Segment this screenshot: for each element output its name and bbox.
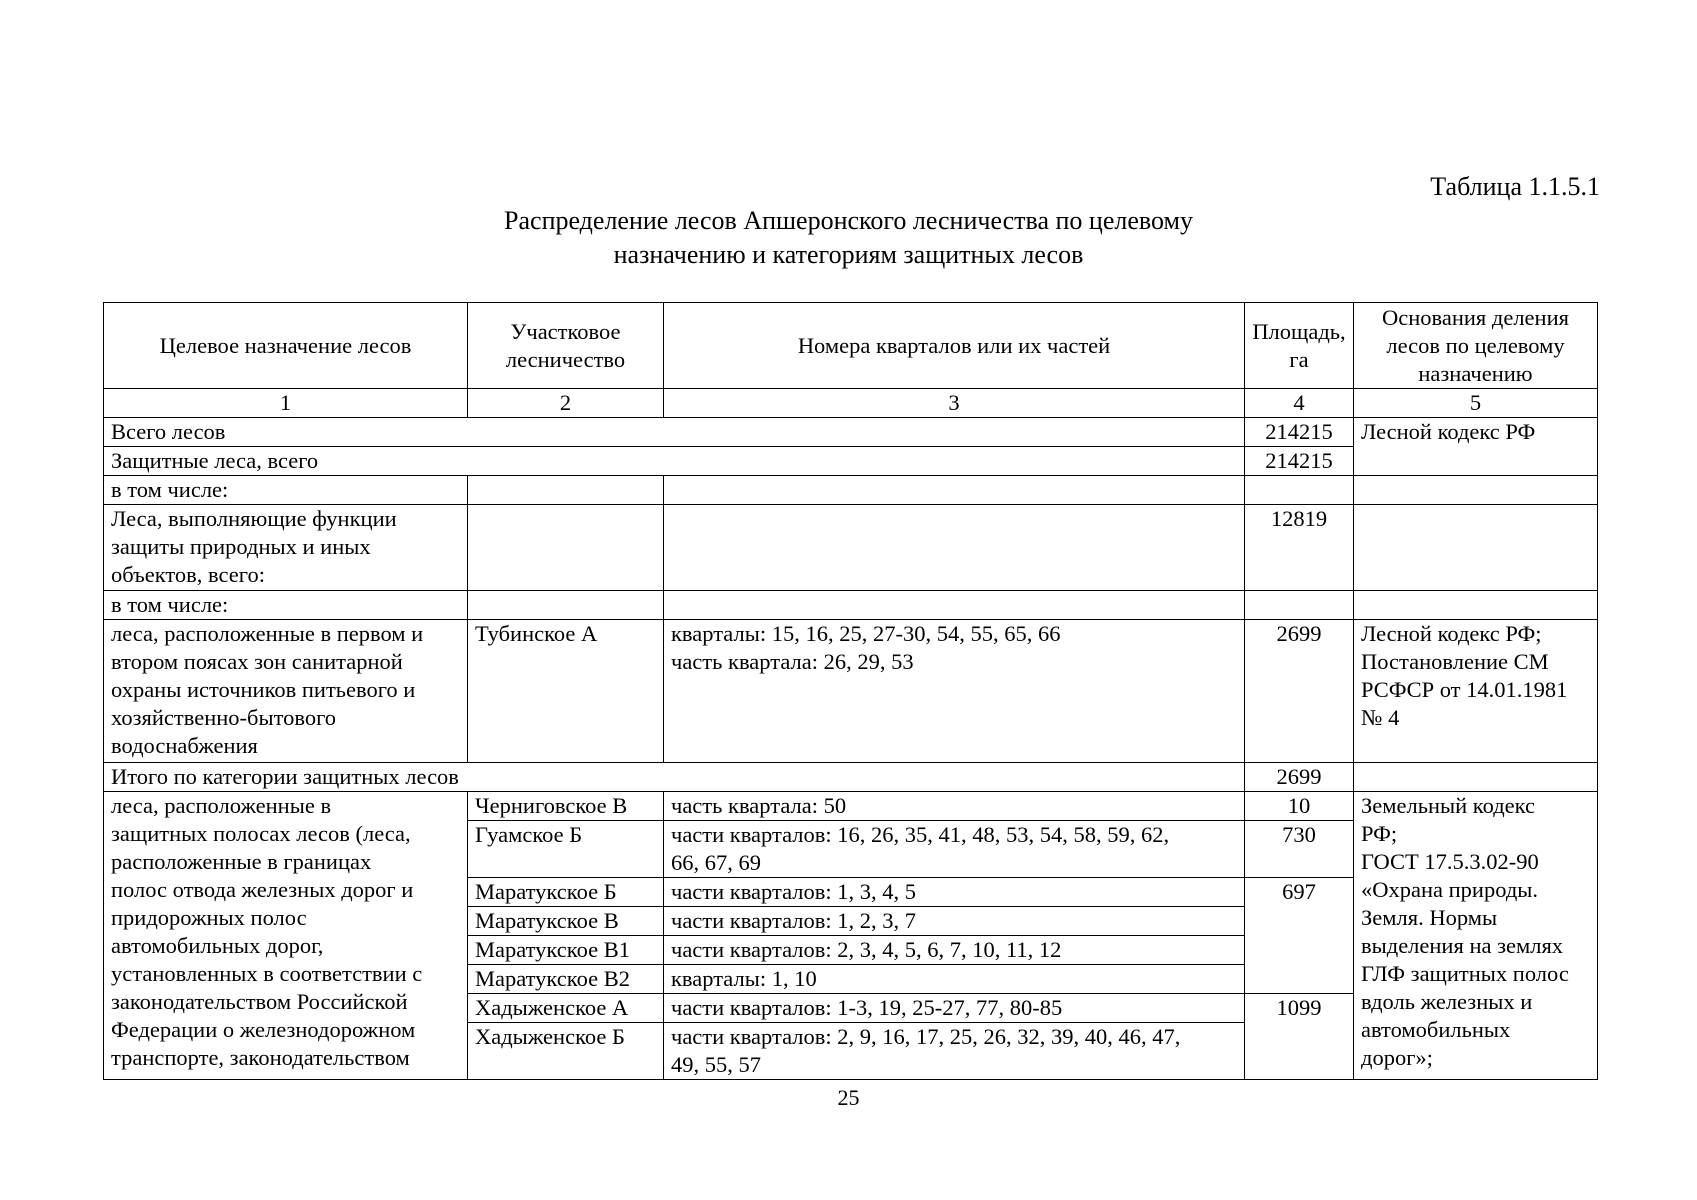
- row-forestry: Маратукское В: [468, 907, 664, 936]
- category-total-row: [104, 763, 1598, 792]
- row-quarters: [664, 591, 1245, 620]
- page-number: 25: [837, 1085, 860, 1110]
- row-basis-line: ГЛФ защитных полос: [1361, 961, 1569, 986]
- row-quarters-line: 49, 55, 57: [671, 1052, 761, 1077]
- row-forestry: Маратукское В1: [468, 936, 664, 965]
- column-number: 3: [664, 389, 1245, 418]
- row-label: [104, 505, 468, 591]
- header-basis-line: Основания деления: [1382, 304, 1569, 330]
- row-forestry: Тубинское А: [468, 620, 664, 763]
- row-label: Итого по категории защитных лесов: [104, 763, 1245, 792]
- row-basis-line: РСФСР от 14.01.1981: [1361, 677, 1568, 702]
- row-forestry: Черниговское В: [468, 792, 664, 821]
- row-basis-line: РФ;: [1361, 821, 1398, 846]
- row-basis: [1354, 620, 1598, 763]
- row-label-line: объектов, всего:: [111, 562, 265, 587]
- row-area: 697: [1245, 878, 1354, 994]
- row-quarters: [664, 1023, 1245, 1080]
- title-line: Распределение лесов Апшеронского лесничества по целевому: [504, 206, 1193, 235]
- table-row: [104, 418, 1598, 447]
- row-quarters: части кварталов: 1, 2, 3, 7: [664, 907, 1245, 936]
- table-title: [0, 204, 1697, 272]
- row-label-line: охраны источников питьевого и: [111, 677, 416, 702]
- row-label-line: водоснабжения: [111, 733, 258, 758]
- row-quarters: [664, 476, 1245, 505]
- row-forestry: Хадыженское Б: [468, 1023, 664, 1080]
- row-area: [1245, 591, 1354, 620]
- header-purpose: Целевое назначение лесов: [104, 303, 468, 389]
- row-area: 1099: [1245, 994, 1354, 1080]
- header-quarters: Номера кварталов или их частей: [664, 303, 1245, 389]
- row-forestry: [468, 505, 664, 591]
- row-basis: [1354, 591, 1598, 620]
- row-label: [104, 792, 468, 1080]
- row-quarters: части кварталов: 2, 3, 4, 5, 6, 7, 10, 11, 12: [664, 936, 1245, 965]
- row-quarters: части кварталов: 1-3, 19, 25-27, 77, 80-85: [664, 994, 1245, 1023]
- row-label: в том числе:: [104, 476, 468, 505]
- row-label: Всего лесов: [104, 418, 1245, 447]
- header-area: [1245, 303, 1354, 389]
- column-number: 5: [1354, 389, 1598, 418]
- row-label-line: леса, расположенные в: [111, 793, 332, 818]
- row-quarters: кварталы: 1, 10: [664, 965, 1245, 994]
- header-forestry-line: лесничество: [505, 346, 626, 372]
- row-basis-line: № 4: [1361, 705, 1400, 730]
- row-forestry: Гуамское Б: [468, 821, 664, 878]
- row-label-line: леса, расположенные в первом и: [111, 621, 424, 646]
- row-label: [104, 620, 468, 763]
- row-quarters: [664, 821, 1245, 878]
- row-quarters-line: части кварталов: 16, 26, 35, 41, 48, 53, 54, 58, 59, 62,: [671, 822, 1170, 847]
- row-forestry: Маратукское Б: [468, 878, 664, 907]
- header-forestry: [468, 303, 664, 389]
- row-basis-line: «Охрана природы.: [1361, 877, 1539, 902]
- row-quarters-line: 66, 67, 69: [671, 850, 761, 875]
- table-header-row: [104, 303, 1598, 389]
- row-label-line: хозяйственно-бытового: [111, 705, 337, 730]
- row-area: 730: [1245, 821, 1354, 878]
- row-label: в том числе:: [104, 591, 468, 620]
- row-area: 214215: [1245, 447, 1354, 476]
- header-area-line: Площадь,: [1252, 318, 1346, 344]
- column-number: 1: [104, 389, 468, 418]
- row-label: Защитные леса, всего: [104, 447, 1245, 476]
- row-area: 12819: [1245, 505, 1354, 591]
- row-basis: Лесной кодекс РФ: [1354, 418, 1598, 476]
- row-forestry: [468, 476, 664, 505]
- row-label-line: защиты природных и иных: [111, 534, 371, 559]
- row-area: 214215: [1245, 418, 1354, 447]
- row-label-line: полос отвода железных дорог и: [111, 877, 414, 902]
- row-basis-line: Лесной кодекс РФ;: [1361, 621, 1542, 646]
- row-basis-line: Постановление СМ: [1361, 649, 1549, 674]
- row-basis: [1354, 476, 1598, 505]
- row-label-line: втором поясах зон санитарной: [111, 649, 403, 674]
- header-forestry-line: Участковое: [510, 318, 621, 344]
- header-basis-line: лесов по целевому: [1386, 332, 1565, 358]
- row-basis-line: автомобильных: [1361, 1017, 1511, 1042]
- row-forestry: Маратукское В2: [468, 965, 664, 994]
- row-label-line: придорожных полос: [111, 905, 307, 930]
- row-area: 10: [1245, 792, 1354, 821]
- row-label-line: транспорте, законодательством: [111, 1045, 410, 1070]
- row-basis: [1354, 792, 1598, 1080]
- table-row: [104, 505, 1598, 591]
- header-basis: [1354, 303, 1598, 389]
- row-basis-line: Земля. Нормы: [1361, 905, 1498, 930]
- forest-distribution-table: [103, 302, 1598, 1080]
- row-basis-line: дорог»;: [1361, 1045, 1433, 1070]
- row-quarters: часть квартала: 50: [664, 792, 1245, 821]
- row-label-line: Федерации о железнодорожном: [111, 1017, 416, 1042]
- row-label-line: установленных в соответствии с: [111, 961, 423, 986]
- row-area: 2699: [1245, 763, 1354, 792]
- column-number: 4: [1245, 389, 1354, 418]
- row-quarters-line: часть квартала: 26, 29, 53: [671, 649, 914, 674]
- row-area: 2699: [1245, 620, 1354, 763]
- table-row: [104, 792, 1598, 821]
- row-label-line: расположенные в границах: [111, 849, 372, 874]
- row-basis-line: выделения на землях: [1361, 933, 1564, 958]
- column-number-row: [104, 389, 1598, 418]
- row-basis: [1354, 763, 1598, 792]
- row-quarters-line: части кварталов: 2, 9, 16, 17, 25, 26, 32, 39, 40, 46, 47,: [671, 1024, 1181, 1049]
- table-number: Таблица 1.1.5.1: [1430, 172, 1600, 201]
- row-quarters: [664, 505, 1245, 591]
- column-number: 2: [468, 389, 664, 418]
- table-row: [104, 476, 1598, 505]
- row-quarters: [664, 620, 1245, 763]
- row-area: [1245, 476, 1354, 505]
- row-quarters-line: кварталы: 15, 16, 25, 27-30, 54, 55, 65, 66: [671, 621, 1061, 646]
- row-forestry: Хадыженское А: [468, 994, 664, 1023]
- row-label-line: автомобильных дорог,: [111, 933, 324, 958]
- row-basis-line: ГОСТ 17.5.3.02-90: [1361, 849, 1539, 874]
- table-row: [104, 620, 1598, 763]
- row-basis: [1354, 505, 1598, 591]
- row-quarters: части кварталов: 1, 3, 4, 5: [664, 878, 1245, 907]
- row-basis-line: Земельный кодекс: [1361, 793, 1535, 818]
- row-basis-line: вдоль железных и: [1361, 989, 1533, 1014]
- title-line: назначению и категориям защитных лесов: [613, 240, 1084, 269]
- row-label-line: законодательством Российской: [111, 989, 408, 1014]
- row-label-line: Леса, выполняющие функции: [111, 506, 397, 531]
- table-row: [104, 591, 1598, 620]
- header-basis-line: назначению: [1418, 360, 1533, 386]
- row-forestry: [468, 591, 664, 620]
- row-label-line: защитных полосах лесов (леса,: [111, 821, 411, 846]
- header-area-line: га: [1289, 346, 1309, 372]
